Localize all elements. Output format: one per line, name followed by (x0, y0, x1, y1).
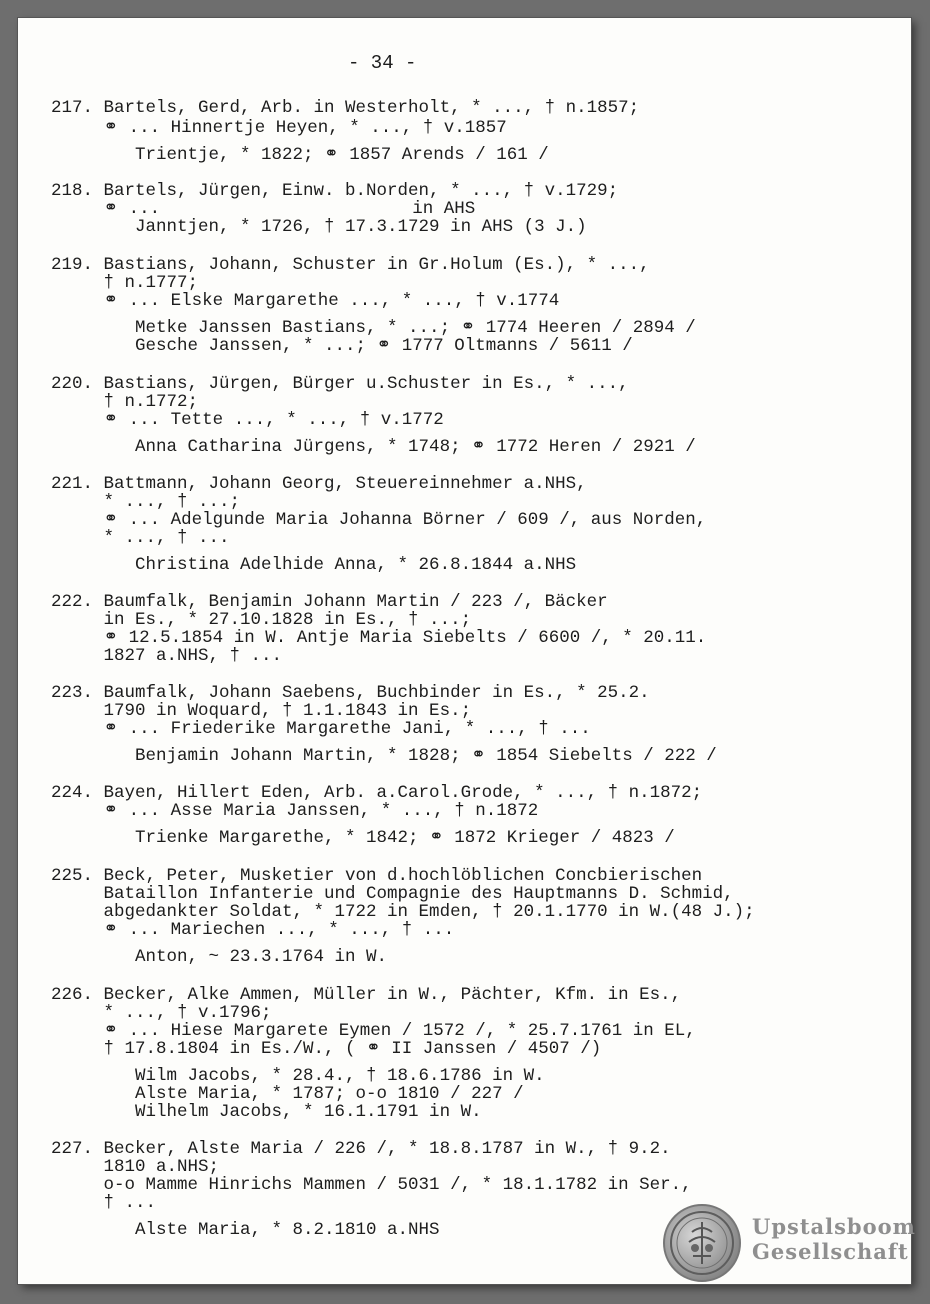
entry-220-child: Anna Catharina Jürgens, * 1748; ⚭ 1772 Heren / 2921 / (51, 437, 696, 457)
entry-220-spouse: ⚭ ... Tette ..., * ..., † v.1772 (51, 410, 444, 430)
upstalsboom-seal-icon (663, 1204, 741, 1282)
entry-218-child: Janntjen, * 1726, † 17.3.1729 in AHS (3 J.) (51, 217, 587, 237)
entry-225-line2: Bataillon Infanterie und Compagnie des Hauptmanns D. Schmid, (51, 884, 734, 904)
entry-220-header: 220. Bastians, Jürgen, Bürger u.Schuster in Es., * ..., (51, 374, 629, 394)
entry-226-line2: * ..., † v.1796; (51, 1003, 272, 1023)
page-number: - 34 - (348, 52, 417, 74)
entry-227-spouse: o-o Mamme Hinrichs Mammen / 5031 /, * 18.1.1782 in Ser., (51, 1175, 692, 1195)
entry-221-line2: * ..., † ...; (51, 492, 241, 512)
entry-222-header: 222. Baumfalk, Benjamin Johann Martin / 223 /, Bäcker (51, 592, 608, 612)
entry-224-child: Trienke Margarethe, * 1842; ⚭ 1872 Krieger / 4823 / (51, 828, 675, 848)
watermark-line-2: Gesellschaft (752, 1239, 909, 1264)
entry-222-spouse: ⚭ 12.5.1854 in W. Antje Maria Siebelts / 6600 /, * 20.11. (51, 628, 707, 648)
entry-223-header: 223. Baumfalk, Johann Saebens, Buchbinder in Es., * 25.2. (51, 683, 650, 703)
entry-220-line2: † n.1772; (51, 392, 199, 412)
entry-223-line2: 1790 in Woquard, † 1.1.1843 in Es.; (51, 701, 472, 721)
entry-226-line4: † 17.8.1804 in Es./W., ( ⚭ II Janssen / 4507 /) (51, 1039, 602, 1059)
entry-227-line4: † ... (51, 1193, 157, 1213)
entry-221-line4: * ..., † ... (51, 528, 230, 548)
entry-225-line3: abgedankter Soldat, * 1722 in Emden, † 20.1.1770 in W.(48 J.); (51, 902, 755, 922)
entry-226-child-1: Wilm Jacobs, * 28.4., † 18.6.1786 in W. (51, 1066, 545, 1086)
entry-227-line2: 1810 a.NHS; (51, 1157, 220, 1177)
entry-225-child: Anton, ~ 23.3.1764 in W. (51, 947, 388, 967)
entry-224-spouse: ⚭ ... Asse Maria Janssen, * ..., † n.1872 (51, 801, 539, 821)
entry-221-spouse: ⚭ ... Adelgunde Maria Johanna Börner / 609 /, aus Norden, (51, 510, 707, 530)
entry-223-child: Benjamin Johann Martin, * 1828; ⚭ 1854 Siebelts / 222 / (51, 746, 717, 766)
entry-226-spouse: ⚭ ... Hiese Margarete Eymen / 1572 /, * 25.7.1761 in EL, (51, 1021, 696, 1041)
entry-219-line2: † n.1777; (51, 273, 199, 293)
entry-227-child: Alste Maria, * 8.2.1810 a.NHS (51, 1220, 440, 1240)
entry-218-header: 218. Bartels, Jürgen, Einw. b.Norden, * ..., † v.1729; (51, 181, 619, 201)
entry-226-child-3: Wilhelm Jacobs, * 16.1.1791 in W. (51, 1102, 482, 1122)
entry-217-child: Trientje, * 1822; ⚭ 1857 Arends / 161 / (51, 145, 549, 165)
entry-217-spouse: ⚭ ... Hinnertje Heyen, * ..., † v.1857 (51, 118, 507, 138)
entry-219-header: 219. Bastians, Johann, Schuster in Gr.Holum (Es.), * ..., (51, 255, 650, 275)
entry-221-child: Christina Adelhide Anna, * 26.8.1844 a.NHS (51, 555, 577, 575)
entry-226-header: 226. Becker, Alke Ammen, Müller in W., Pächter, Kfm. in Es., (51, 985, 682, 1005)
entry-217-header: 217. Bartels, Gerd, Arb. in Westerholt, * ..., † n.1857; (51, 98, 640, 118)
entry-223-spouse: ⚭ ... Friederike Margarethe Jani, * ..., † ... (51, 719, 591, 739)
entry-222-line2: in Es., * 27.10.1828 in Es., † ...; (51, 610, 472, 630)
entry-221-header: 221. Battmann, Johann Georg, Steuereinnehmer a.NHS, (51, 474, 587, 494)
entry-222-line4: 1827 a.NHS, † ... (51, 646, 283, 666)
entry-219-spouse: ⚭ ... Elske Margarethe ..., * ..., † v.1774 (51, 291, 560, 311)
entry-225-header: 225. Beck, Peter, Musketier von d.hochlöblichen Concbierischen (51, 866, 703, 886)
entry-227-header: 227. Becker, Alste Maria / 226 /, * 18.8.1787 in W., † 9.2. (51, 1139, 671, 1159)
entry-226-child-2: Alste Maria, * 1787; o-o 1810 / 227 / (51, 1084, 524, 1104)
entry-219-child-2: Gesche Janssen, * ...; ⚭ 1777 Oltmanns / 5611 / (51, 336, 633, 356)
watermark-line-1: Upstalsboom (752, 1214, 916, 1239)
entry-224-header: 224. Bayen, Hillert Eden, Arb. a.Carol.Grode, * ..., † n.1872; (51, 783, 703, 803)
document-page (18, 18, 916, 1284)
entry-219-child-1: Metke Janssen Bastians, * ...; ⚭ 1774 Heeren / 2894 / (51, 318, 696, 338)
entry-218-spouse: ⚭ ... in AHS (51, 199, 476, 219)
entry-225-spouse: ⚭ ... Mariechen ..., * ..., † ... (51, 920, 455, 940)
